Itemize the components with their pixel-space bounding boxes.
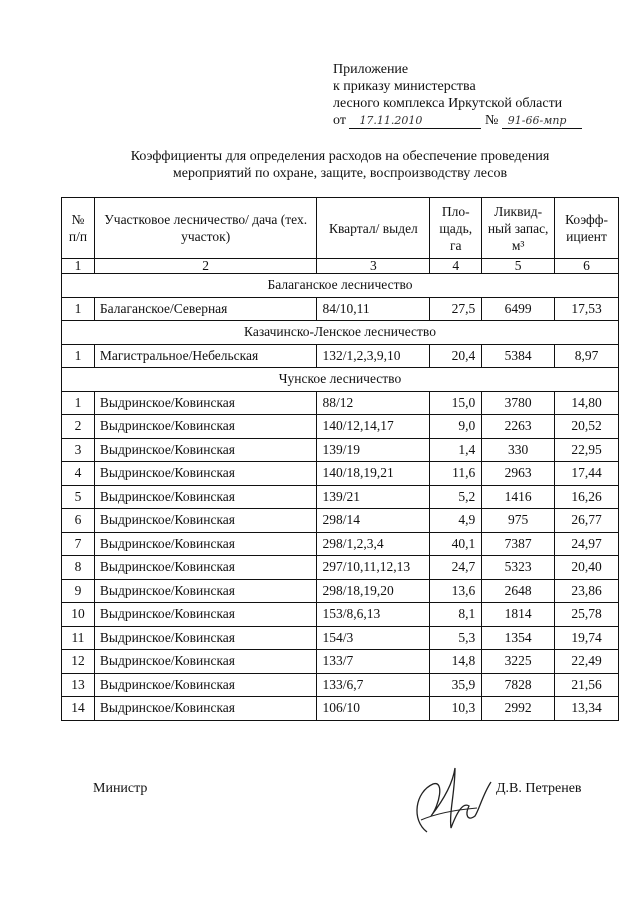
table-row bbox=[62, 673, 619, 697]
cell-num: 14 bbox=[62, 697, 95, 721]
cell-stock: 7828 bbox=[482, 673, 555, 697]
cell-plot: Выдринское/Ковинская bbox=[94, 673, 317, 697]
cell-stock: 3780 bbox=[482, 391, 555, 415]
cell-quarter: 133/6,7 bbox=[317, 673, 430, 697]
cell-num: 4 bbox=[62, 462, 95, 486]
document-title bbox=[60, 148, 620, 182]
cell-stock: 1354 bbox=[482, 626, 555, 650]
column-number-row bbox=[62, 259, 619, 274]
section-name: Балаганское лесничество bbox=[62, 274, 619, 298]
cell-num: 8 bbox=[62, 556, 95, 580]
minister-label: Министр bbox=[93, 781, 148, 796]
cell-plot: Балаганское/Северная bbox=[94, 297, 317, 321]
cell-plot: Выдринское/Ковинская bbox=[94, 462, 317, 486]
cell-area: 5,3 bbox=[430, 626, 482, 650]
cell-quarter: 140/18,19,21 bbox=[317, 462, 430, 486]
table-row bbox=[62, 438, 619, 462]
table-header-row bbox=[62, 198, 619, 259]
cell-area: 14,8 bbox=[430, 650, 482, 674]
number-value: 91-66-мпр bbox=[507, 114, 567, 127]
column-number: 3 bbox=[317, 259, 430, 274]
cell-area: 24,7 bbox=[430, 556, 482, 580]
signer-name: Д.В. Петренев bbox=[496, 781, 582, 796]
cell-stock: 975 bbox=[482, 509, 555, 533]
table-row bbox=[62, 344, 619, 368]
cell-plot: Выдринское/Ковинская bbox=[94, 509, 317, 533]
cell-area: 4,9 bbox=[430, 509, 482, 533]
cell-coef: 20,52 bbox=[555, 415, 619, 439]
cell-quarter: 140/12,14,17 bbox=[317, 415, 430, 439]
cell-num: 13 bbox=[62, 673, 95, 697]
cell-quarter: 132/1,2,3,9,10 bbox=[317, 344, 430, 368]
cell-stock: 5384 bbox=[482, 344, 555, 368]
title-line-2: мероприятий по охране, защите, воспроизводству лесов bbox=[172, 166, 508, 181]
table-row bbox=[62, 297, 619, 321]
signature-scribble bbox=[405, 762, 497, 840]
cell-plot: Выдринское/Ковинская bbox=[94, 391, 317, 415]
cell-plot: Выдринское/Ковинская bbox=[94, 579, 317, 603]
cell-num: 10 bbox=[62, 603, 95, 627]
cell-coef: 16,26 bbox=[555, 485, 619, 509]
cell-num: 1 bbox=[62, 297, 95, 321]
header-coef: Коэфф-ициент bbox=[555, 198, 619, 259]
table-row bbox=[62, 579, 619, 603]
appendix-line-3: лесного комплекса Иркутской области bbox=[333, 96, 563, 111]
cell-stock: 2963 bbox=[482, 462, 555, 486]
cell-quarter: 106/10 bbox=[317, 697, 430, 721]
cell-coef: 21,56 bbox=[555, 673, 619, 697]
number-label: № bbox=[484, 113, 499, 128]
cell-stock: 6499 bbox=[482, 297, 555, 321]
cell-area: 20,4 bbox=[430, 344, 482, 368]
cell-coef: 25,78 bbox=[555, 603, 619, 627]
table-row bbox=[62, 509, 619, 533]
header-num: № п/п bbox=[62, 198, 95, 259]
section-row bbox=[62, 368, 619, 392]
date-value: 17.11.2010 bbox=[359, 114, 423, 127]
table-row bbox=[62, 603, 619, 627]
cell-stock: 1416 bbox=[482, 485, 555, 509]
table-row bbox=[62, 415, 619, 439]
cell-num: 6 bbox=[62, 509, 95, 533]
column-number: 4 bbox=[430, 259, 482, 274]
cell-area: 11,6 bbox=[430, 462, 482, 486]
cell-num: 12 bbox=[62, 650, 95, 674]
table-body bbox=[62, 274, 619, 721]
cell-plot: Выдринское/Ковинская bbox=[94, 415, 317, 439]
cell-area: 10,3 bbox=[430, 697, 482, 721]
cell-plot: Выдринское/Ковинская bbox=[94, 485, 317, 509]
cell-quarter: 297/10,11,12,13 bbox=[317, 556, 430, 580]
cell-plot: Выдринское/Ковинская bbox=[94, 697, 317, 721]
cell-coef: 8,97 bbox=[555, 344, 619, 368]
appendix-line-2: к приказу министерства bbox=[333, 79, 476, 94]
cell-num: 7 bbox=[62, 532, 95, 556]
appendix-date-line bbox=[333, 112, 582, 129]
column-number: 6 bbox=[555, 259, 619, 274]
cell-quarter: 139/21 bbox=[317, 485, 430, 509]
cell-plot: Выдринское/Ковинская bbox=[94, 532, 317, 556]
column-number: 1 bbox=[62, 259, 95, 274]
cell-quarter: 154/3 bbox=[317, 626, 430, 650]
cell-area: 15,0 bbox=[430, 391, 482, 415]
cell-area: 1,4 bbox=[430, 438, 482, 462]
cell-coef: 20,40 bbox=[555, 556, 619, 580]
section-name: Чунское лесничество bbox=[62, 368, 619, 392]
table-row bbox=[62, 697, 619, 721]
cell-coef: 26,77 bbox=[555, 509, 619, 533]
cell-coef: 23,86 bbox=[555, 579, 619, 603]
cell-area: 5,2 bbox=[430, 485, 482, 509]
cell-num: 1 bbox=[62, 391, 95, 415]
cell-stock: 2648 bbox=[482, 579, 555, 603]
cell-quarter: 153/8,6,13 bbox=[317, 603, 430, 627]
table-row bbox=[62, 556, 619, 580]
appendix-block bbox=[333, 61, 582, 129]
table-row bbox=[62, 391, 619, 415]
cell-stock: 3225 bbox=[482, 650, 555, 674]
appendix-line-1: Приложение bbox=[333, 62, 409, 77]
cell-plot: Выдринское/Ковинская bbox=[94, 438, 317, 462]
cell-quarter: 139/19 bbox=[317, 438, 430, 462]
header-quarter: Квартал/ выдел bbox=[317, 198, 430, 259]
cell-num: 1 bbox=[62, 344, 95, 368]
cell-stock: 2992 bbox=[482, 697, 555, 721]
cell-area: 35,9 bbox=[430, 673, 482, 697]
cell-coef: 17,44 bbox=[555, 462, 619, 486]
cell-quarter: 298/14 bbox=[317, 509, 430, 533]
column-number: 2 bbox=[94, 259, 317, 274]
header-stock: Ликвид-ный запас, м³ bbox=[482, 198, 555, 259]
cell-stock: 330 bbox=[482, 438, 555, 462]
cell-stock: 2263 bbox=[482, 415, 555, 439]
cell-coef: 24,97 bbox=[555, 532, 619, 556]
section-row bbox=[62, 274, 619, 298]
cell-plot: Магистральное/Небельская bbox=[94, 344, 317, 368]
date-field bbox=[349, 114, 481, 129]
cell-quarter: 298/1,2,3,4 bbox=[317, 532, 430, 556]
cell-area: 13,6 bbox=[430, 579, 482, 603]
cell-plot: Выдринское/Ковинская bbox=[94, 556, 317, 580]
header-plot: Участковое лесничество/ дача (тех. участок) bbox=[94, 198, 317, 259]
table-row bbox=[62, 626, 619, 650]
from-label: от bbox=[333, 113, 346, 128]
cell-quarter: 298/18,19,20 bbox=[317, 579, 430, 603]
coefficients-table bbox=[61, 197, 619, 721]
cell-plot: Выдринское/Ковинская bbox=[94, 626, 317, 650]
table-row bbox=[62, 650, 619, 674]
cell-num: 11 bbox=[62, 626, 95, 650]
table-row bbox=[62, 532, 619, 556]
title-line-1: Коэффициенты для определения расходов на обеспечение проведения bbox=[130, 149, 550, 164]
section-name: Казачинско-Ленское лесничество bbox=[62, 321, 619, 345]
cell-area: 27,5 bbox=[430, 297, 482, 321]
section-row bbox=[62, 321, 619, 345]
cell-stock: 1814 bbox=[482, 603, 555, 627]
cell-quarter: 84/10,11 bbox=[317, 297, 430, 321]
cell-coef: 17,53 bbox=[555, 297, 619, 321]
cell-num: 9 bbox=[62, 579, 95, 603]
cell-plot: Выдринское/Ковинская bbox=[94, 650, 317, 674]
cell-stock: 5323 bbox=[482, 556, 555, 580]
cell-coef: 22,95 bbox=[555, 438, 619, 462]
cell-coef: 19,74 bbox=[555, 626, 619, 650]
cell-quarter: 133/7 bbox=[317, 650, 430, 674]
cell-area: 40,1 bbox=[430, 532, 482, 556]
cell-coef: 14,80 bbox=[555, 391, 619, 415]
cell-stock: 7387 bbox=[482, 532, 555, 556]
table-row bbox=[62, 462, 619, 486]
cell-num: 5 bbox=[62, 485, 95, 509]
table-row bbox=[62, 485, 619, 509]
cell-coef: 13,34 bbox=[555, 697, 619, 721]
header-area: Пло-щадь, га bbox=[430, 198, 482, 259]
cell-plot: Выдринское/Ковинская bbox=[94, 603, 317, 627]
cell-num: 3 bbox=[62, 438, 95, 462]
cell-num: 2 bbox=[62, 415, 95, 439]
cell-area: 8,1 bbox=[430, 603, 482, 627]
cell-area: 9,0 bbox=[430, 415, 482, 439]
cell-coef: 22,49 bbox=[555, 650, 619, 674]
cell-quarter: 88/12 bbox=[317, 391, 430, 415]
number-field bbox=[502, 114, 582, 129]
column-number: 5 bbox=[482, 259, 555, 274]
